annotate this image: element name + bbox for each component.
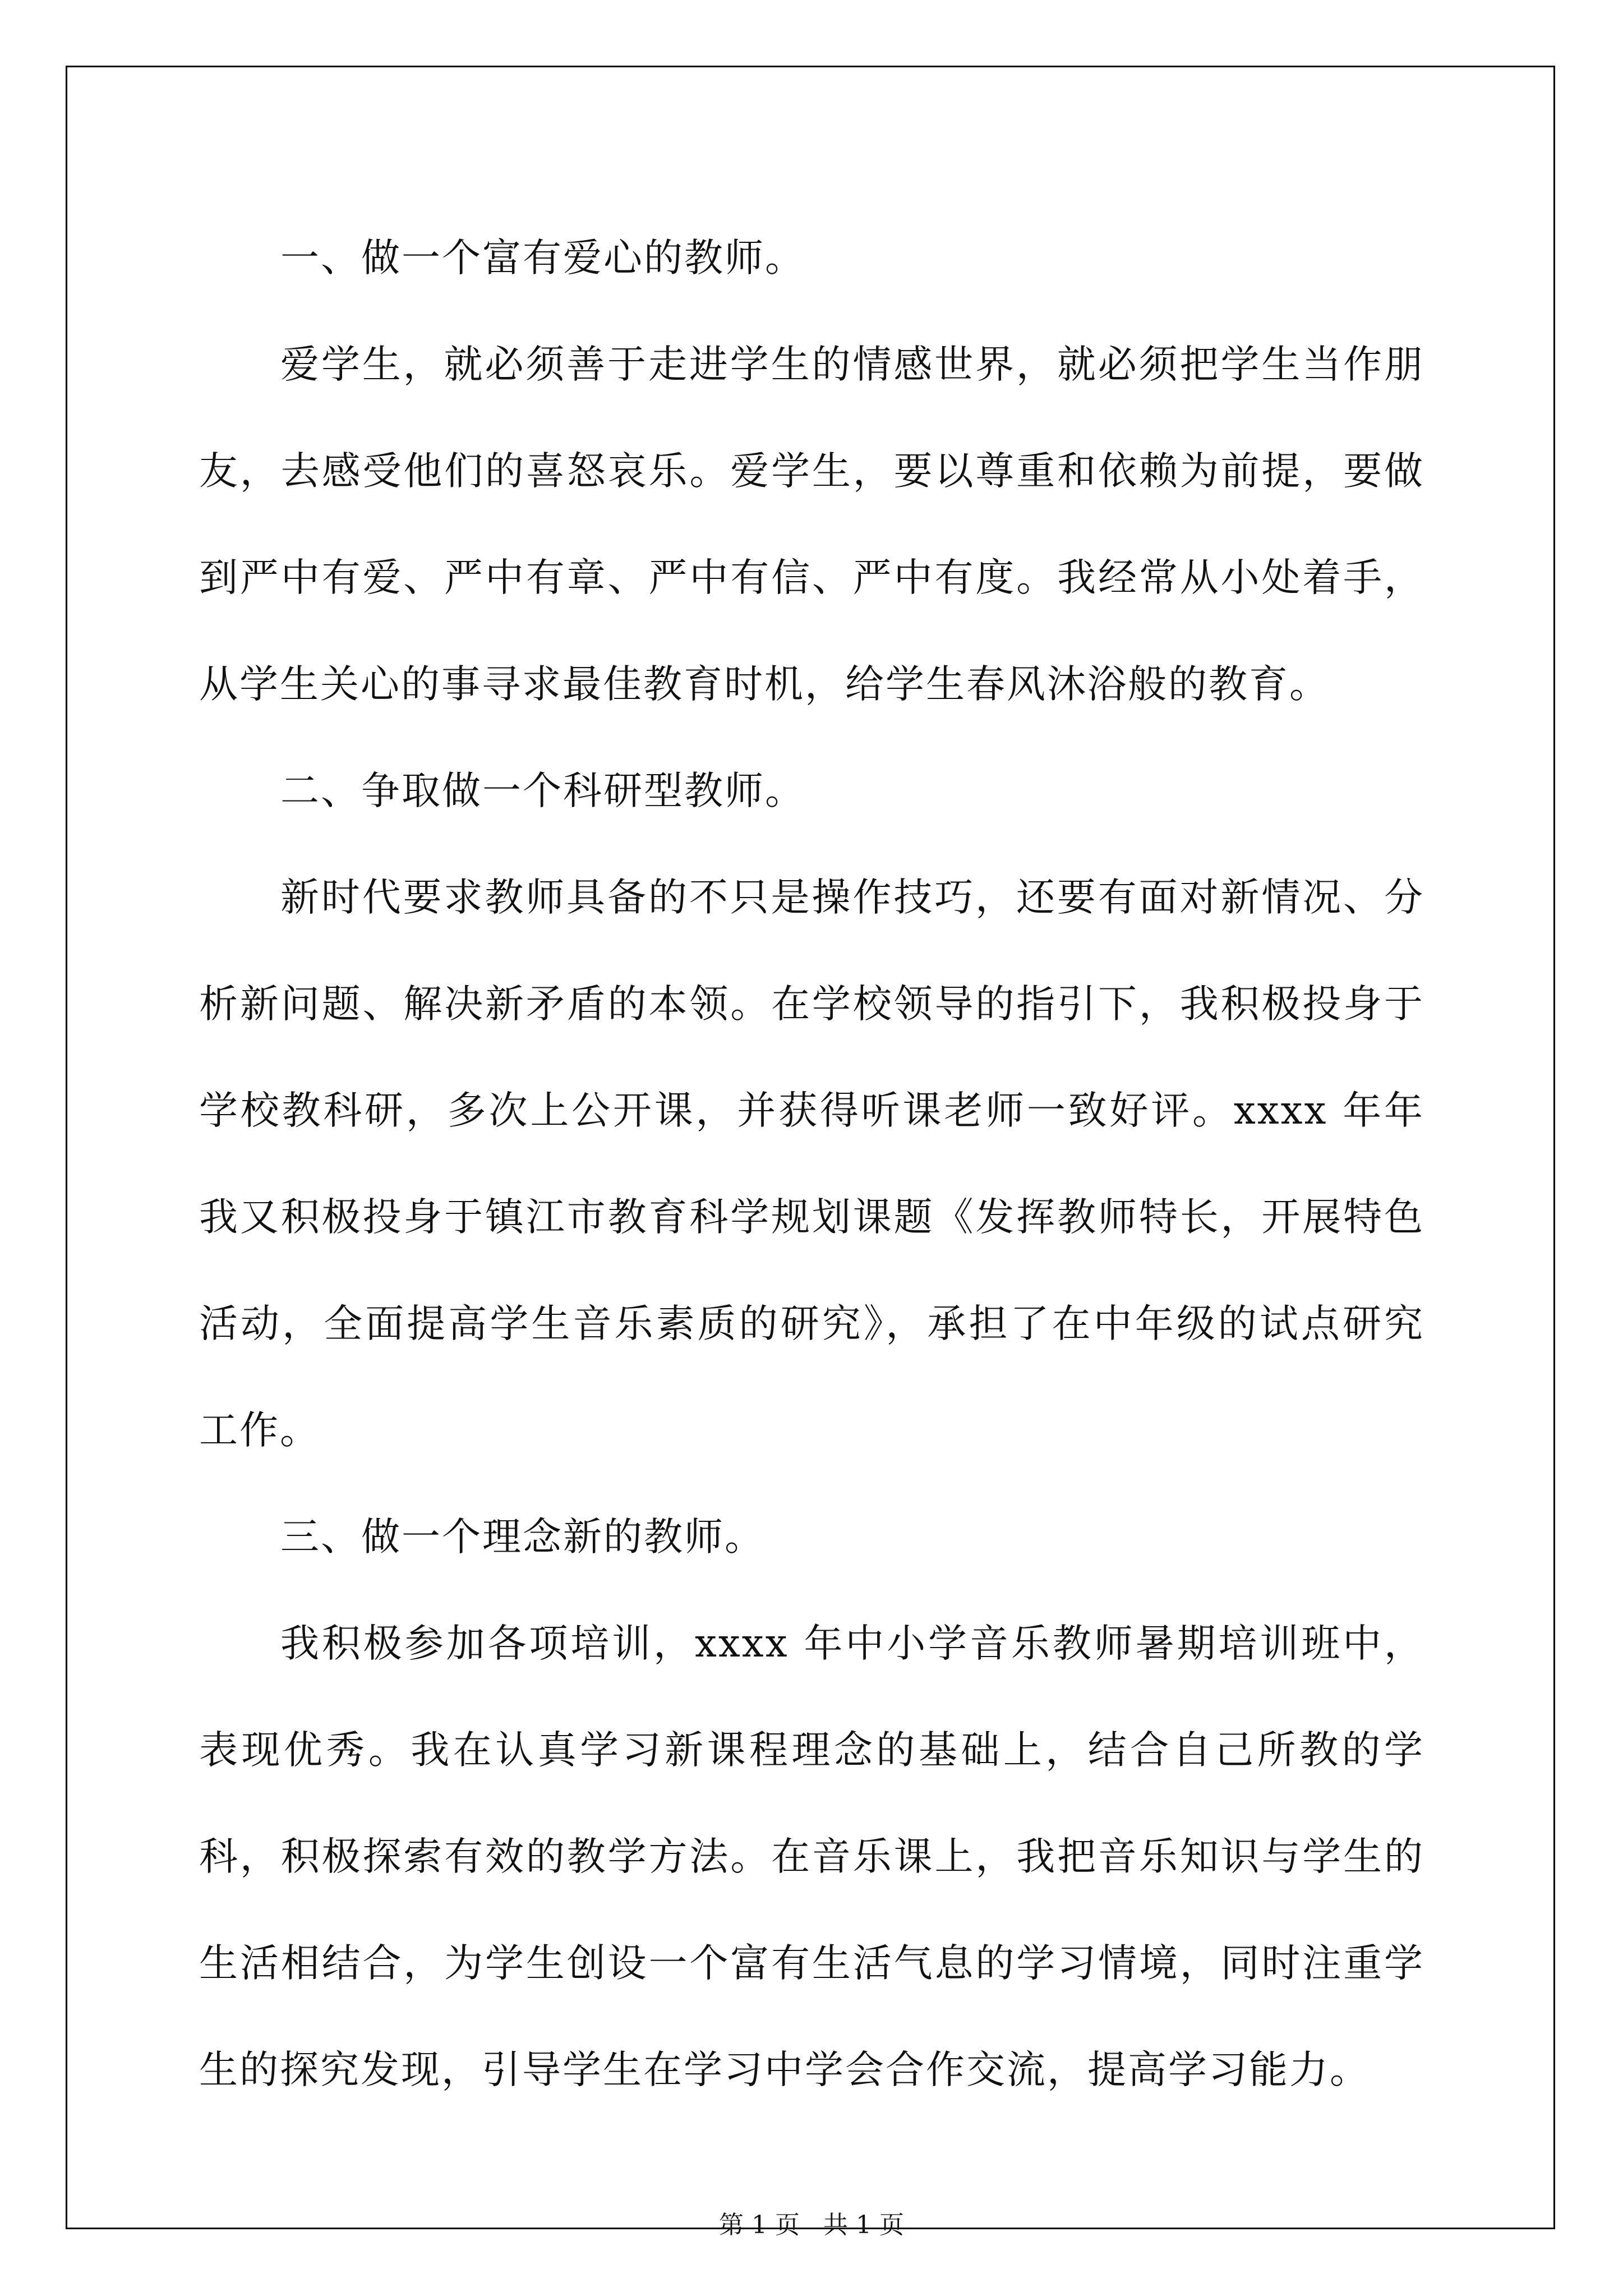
page-number-footer: 第 1 页 共 1 页 [719, 2211, 904, 2239]
document-body [199, 205, 1424, 2123]
heading-research: 二、争取做一个科研型教师。 [280, 769, 805, 813]
paragraph-research: 新时代要求教师具备的不只是操作技巧，还要有面对新情况、分析新问题、解决新矛盾的本领。在学校领导的指引下，我积极投身于学校教科研，多次上公开课，并获得听课老师一致好评。xxxx 年年我又积极投身于镇江市教育科学规划课题《发挥教师特长，开展特色活动，全面提高学生音乐素质的研究》，承担了在中年级的试点研究工作。 [199, 875, 1424, 1453]
heading-love: 一、做一个富有爱心的教师。 [280, 236, 805, 280]
heading-new-ideas: 三、做一个理念新的教师。 [280, 1515, 765, 1559]
paragraph-new-ideas: 我积极参加各项培训，xxxx 年中小学音乐教师暑期培训班中，表现优秀。我在认真学习新课程理念的基础上，结合自己所教的学科，积极探索有效的教学方法。在音乐课上，我把音乐知识与学生的生活相结合，为学生创设一个富有生活气息的学习情境，同时注重学生的探究发现，引导学生在学习中学会合作交流，提高学习能力。 [199, 1621, 1424, 2092]
paragraph-love: 爱学生，就必须善于走进学生的情感世界，就必须把学生当作朋友，去感受他们的喜怒哀乐。爱学生，要以尊重和依赖为前提，要做到严中有爱、严中有章、严中有信、严中有度。我经常从小处着手，从学生关心的事寻求最佳教育时机，给学生春风沐浴般的教育。 [199, 342, 1424, 707]
